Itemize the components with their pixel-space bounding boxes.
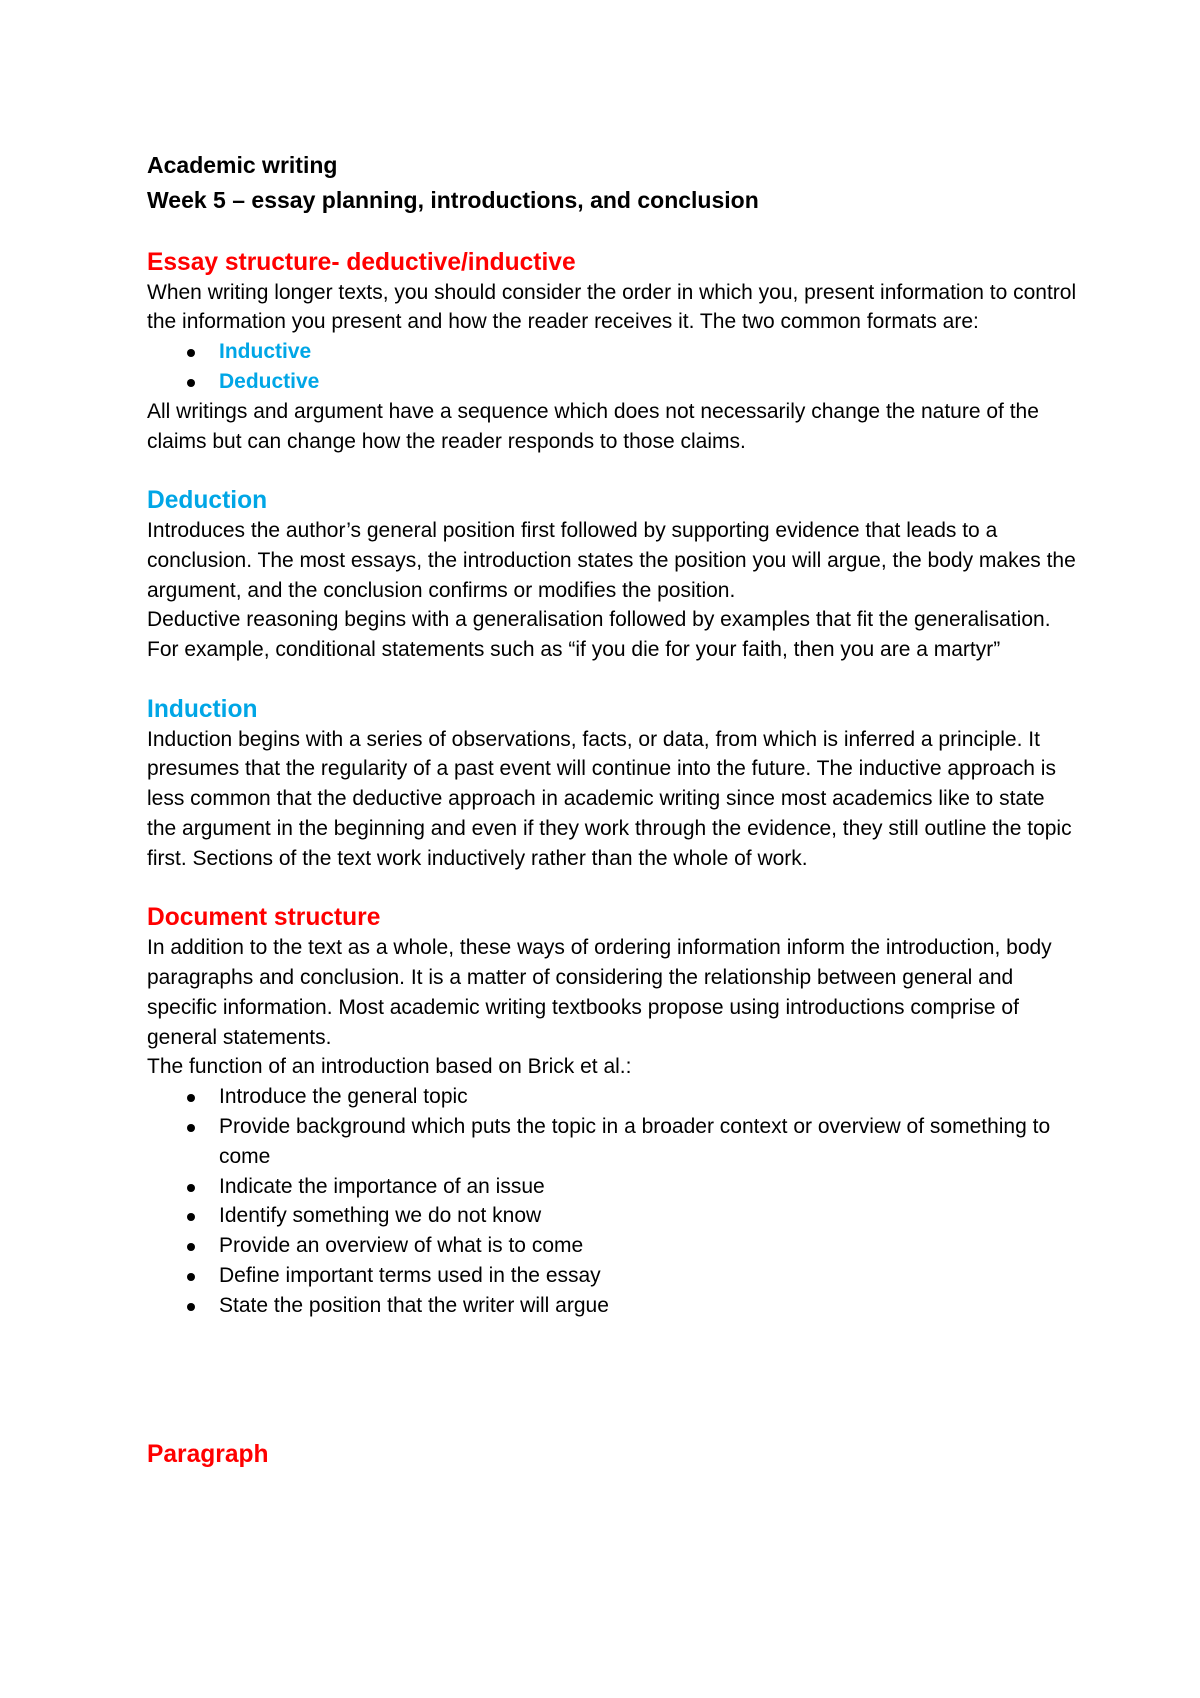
- bullet-icon: [187, 1213, 195, 1221]
- document-structure-paragraph: In addition to the text as a whole, these ways of ordering information inform the introduction, body paragraphs and conclusion. It is a matter of considering the relationship between general and specific information. Most academic writing textbooks propose using introductions comprise of general statements.: [147, 936, 1052, 1049]
- section-heading-paragraph: Paragraph: [147, 1440, 269, 1468]
- section-heading-induction: Induction: [147, 695, 258, 723]
- spacer: [147, 456, 1077, 486]
- list-item: Introduce the general topic: [147, 1082, 1077, 1112]
- bullet-icon: [187, 1184, 195, 1192]
- document-body: [147, 148, 1077, 1469]
- spacer: [147, 665, 1077, 695]
- section-heading-document-structure: Document structure: [147, 904, 381, 932]
- deduction-paragraph-2: Deductive reasoning begins with a generalisation followed by examples that fit the generalisation. For example, conditional statements such as “if you die for your faith, then you are a martyr”: [147, 608, 1051, 662]
- list-item: Inductive: [147, 337, 1077, 367]
- list-item: Provide an overview of what is to come: [147, 1231, 1077, 1261]
- spacer: [147, 1320, 1077, 1350]
- list-item: Indicate the importance of an issue: [147, 1172, 1077, 1202]
- document-title: Academic writing: [147, 152, 338, 178]
- bullet-icon: [187, 1094, 195, 1102]
- bullet-icon: [187, 349, 195, 357]
- list-item: Provide background which puts the topic in a broader context or overview of something to come: [147, 1112, 1077, 1172]
- formats-list: [147, 337, 1077, 397]
- introduction-function-lead: The function of an introduction based on Brick et al.:: [147, 1055, 632, 1079]
- bullet-icon: [187, 1243, 195, 1251]
- bullet-icon: [187, 1124, 195, 1132]
- essay-structure-intro: When writing longer texts, you should consider the order in which you, present information to control the information you present and how the reader receives it. The two common formats are:: [147, 280, 1077, 334]
- list-item: Deductive: [147, 367, 1077, 397]
- spacer: [147, 1350, 1077, 1380]
- deduction-paragraph-1: Introduces the author’s general position first followed by supporting evidence that leads to a conclusion. The most essays, the introduction states the position you will argue, the body makes the argument, and the conclusion confirms or modifies the position.: [147, 518, 1076, 602]
- bullet-icon: [187, 1303, 195, 1311]
- essay-structure-after: All writings and argument have a sequence which does not necessarily change the nature of the claims but can change how the reader responds to those claims.: [147, 399, 1039, 453]
- section-heading-essay-structure: Essay structure- deductive/inductive: [147, 248, 576, 276]
- bullet-icon: [187, 1273, 195, 1281]
- spacer: [147, 1410, 1077, 1440]
- spacer: [147, 1380, 1077, 1410]
- spacer: [147, 874, 1077, 904]
- spacer: [147, 218, 1077, 248]
- document-subtitle: Week 5 – essay planning, introductions, and conclusion: [147, 187, 759, 213]
- list-item: Define important terms used in the essay: [147, 1261, 1077, 1291]
- introduction-functions-list: [147, 1082, 1077, 1320]
- bullet-icon: [187, 379, 195, 387]
- section-heading-deduction: Deduction: [147, 487, 268, 515]
- list-item: State the position that the writer will argue: [147, 1291, 1077, 1321]
- induction-paragraph: Induction begins with a series of observations, facts, or data, from which is inferred a principle. It presumes that the regularity of a past event will continue into the future. The inductive approach is less common that the deductive approach in academic writing since most academics like to state the argument in the beginning and even if they work through the evidence, they still outline the topic first. Sections of the text work inductively rather than the whole of work.: [147, 727, 1072, 870]
- list-item: Identify something we do not know: [147, 1201, 1077, 1231]
